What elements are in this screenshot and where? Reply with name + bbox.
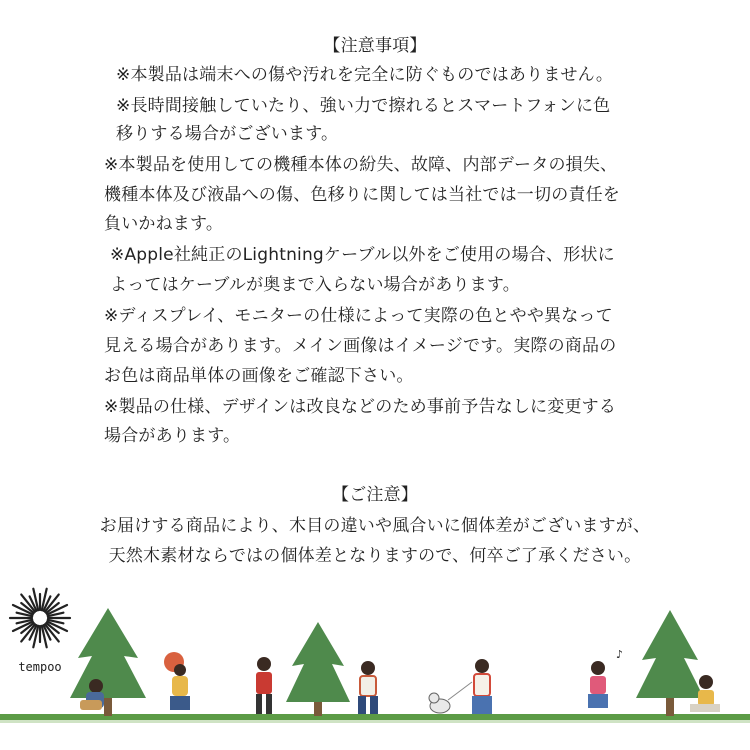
notice-line: お色は商品単体の画像をご確認下さい。 [104,366,414,386]
sunburst-logo-icon [10,589,70,647]
tree-icon [636,610,704,716]
notice-line: ※ディスプレイ、モニターの仕様によって実際の色とやや異なって [104,306,613,326]
dog-icon [429,682,472,713]
forest-illustration [0,570,750,750]
person-icon [472,659,492,714]
tree-icon [286,622,350,716]
notice-line: よってはケーブルが奥まで入らない場合があります。 [110,275,520,295]
notice-line: ※本製品は端末への傷や汚れを完全に防ぐものではありません。 [116,65,614,85]
notice-heading: 【注意事項】 [323,36,427,56]
notice-line: ※本製品を使用しての機種本体の紛失、故障、内部データの損失、 [104,155,618,175]
person-icon [358,661,378,714]
person-icon [164,652,190,710]
caution-line: 天然木素材ならではの個体差となりますので、何卒ご了承ください。 [108,546,642,566]
grass-shadow [0,720,750,723]
notice-line: ※製品の仕様、デザインは改良などのため事前予告なしに変更する [104,397,617,417]
notice-line: 見える場合があります。メイン画像はイメージです。実際の商品の [104,336,617,356]
tempoo-logo [10,589,70,674]
tree-icon [70,608,146,716]
grass-strip [0,714,750,720]
person-icon [256,657,272,714]
notice-line: 場合があります。 [104,426,241,446]
notice-line: 機種本体及び液晶への傷、色移りに関しては当社では一切の責任を [104,185,620,205]
notice-line: ※Apple社純正のLightningケーブル以外をご使用の場合、形状に [110,245,615,265]
notice-line: 負いかねます。 [104,214,224,234]
caution-line: お届けする商品により、木目の違いや風合いに個体差がございますが、 [99,516,651,536]
notice-line: 移りする場合がございます。 [116,124,339,144]
person-icon [588,648,623,708]
caution-heading: 【ご注意】 [332,485,418,505]
brand-name: tempoo [18,660,62,674]
music-note-icon: ♪ [616,648,624,661]
notice-line: ※長時間接触していたり、強い力で擦れるとスマートフォンに色 [116,96,611,116]
